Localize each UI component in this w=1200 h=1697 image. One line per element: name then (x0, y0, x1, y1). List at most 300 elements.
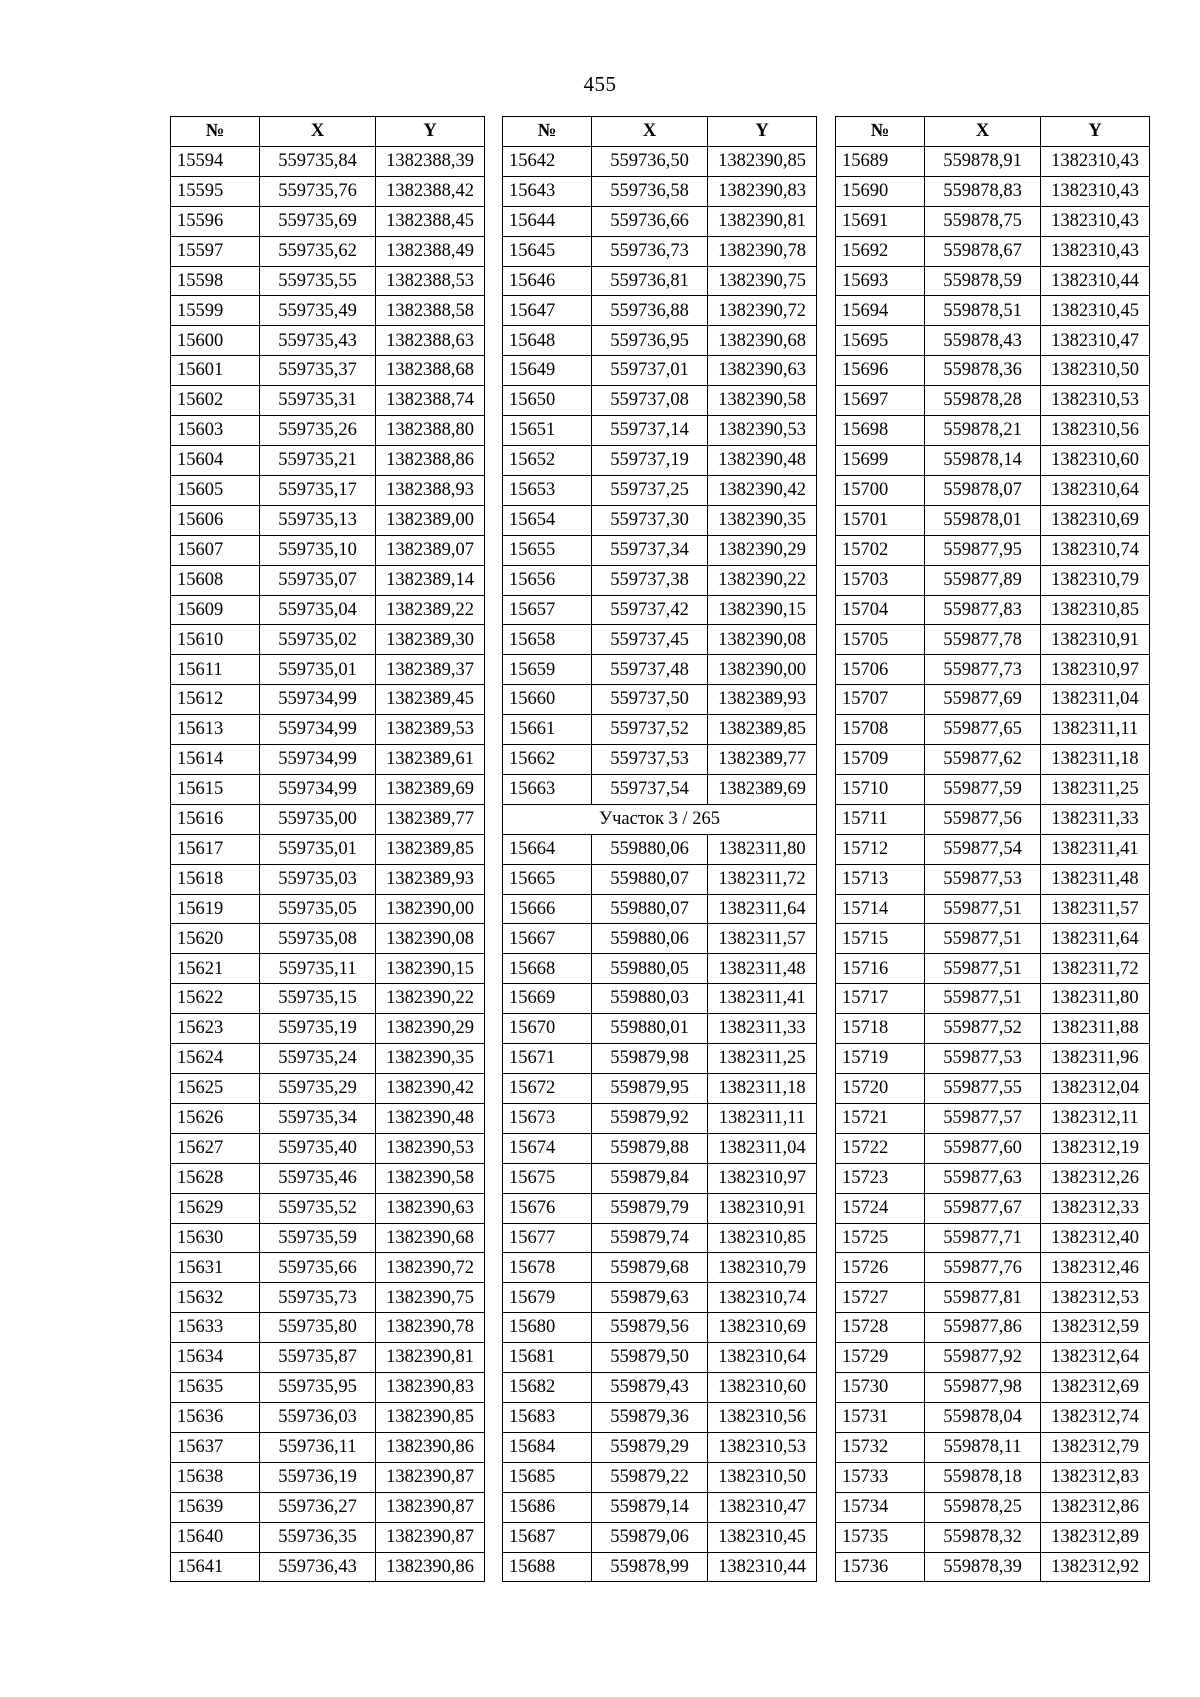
y-coordinate-cell: 1382312,04 (1041, 1074, 1150, 1104)
point-number-cell: 15661 (503, 715, 592, 745)
point-number-cell: 15615 (171, 774, 260, 804)
table-row (836, 1313, 1150, 1343)
point-number-cell: 15641 (171, 1552, 260, 1582)
y-coordinate-cell: 1382312,19 (1041, 1133, 1150, 1163)
point-number-cell: 15669 (503, 984, 592, 1014)
point-number-cell: 15685 (503, 1462, 592, 1492)
y-coordinate-cell: 1382310,97 (1041, 655, 1150, 685)
x-coordinate-cell: 559877,53 (925, 1044, 1041, 1074)
table-row (503, 206, 817, 236)
y-coordinate-cell: 1382311,72 (708, 864, 817, 894)
table-row (171, 356, 485, 386)
table-row (171, 1074, 485, 1104)
point-number-cell: 15646 (503, 266, 592, 296)
y-coordinate-cell: 1382390,35 (376, 1044, 485, 1074)
table-row (836, 745, 1150, 775)
x-coordinate-cell: 559735,49 (260, 296, 376, 326)
x-coordinate-cell: 559878,83 (925, 176, 1041, 206)
point-number-cell: 15634 (171, 1343, 260, 1373)
x-coordinate-cell: 559735,84 (260, 146, 376, 176)
y-coordinate-cell: 1382389,22 (376, 595, 485, 625)
y-coordinate-cell: 1382310,44 (708, 1552, 817, 1582)
table-row (836, 326, 1150, 356)
point-number-cell: 15648 (503, 326, 592, 356)
x-coordinate-cell: 559877,98 (925, 1373, 1041, 1403)
y-coordinate-cell: 1382389,37 (376, 655, 485, 685)
x-coordinate-cell: 559878,99 (592, 1552, 708, 1582)
point-number-cell: 15608 (171, 565, 260, 595)
y-coordinate-cell: 1382390,08 (376, 924, 485, 954)
point-number-cell: 15594 (171, 146, 260, 176)
y-coordinate-cell: 1382389,07 (376, 535, 485, 565)
point-number-cell: 15632 (171, 1283, 260, 1313)
point-number-cell: 15679 (503, 1283, 592, 1313)
y-coordinate-cell: 1382310,69 (708, 1313, 817, 1343)
y-coordinate-cell: 1382389,14 (376, 565, 485, 595)
table-row (836, 834, 1150, 864)
x-coordinate-cell: 559877,73 (925, 655, 1041, 685)
table-row (836, 595, 1150, 625)
table-row (171, 1402, 485, 1432)
point-number-cell: 15631 (171, 1253, 260, 1283)
x-coordinate-cell: 559880,07 (592, 864, 708, 894)
y-coordinate-cell: 1382390,68 (708, 326, 817, 356)
x-coordinate-cell: 559736,88 (592, 296, 708, 326)
y-coordinate-cell: 1382310,74 (708, 1283, 817, 1313)
table-row (171, 1283, 485, 1313)
table-row (836, 984, 1150, 1014)
x-coordinate-cell: 559735,26 (260, 416, 376, 446)
y-coordinate-cell: 1382310,45 (1041, 296, 1150, 326)
table-row (836, 655, 1150, 685)
x-coordinate-cell: 559736,27 (260, 1492, 376, 1522)
point-number-cell: 15667 (503, 924, 592, 954)
table-row (503, 625, 817, 655)
y-coordinate-cell: 1382311,11 (1041, 715, 1150, 745)
y-coordinate-cell: 1382390,86 (376, 1552, 485, 1582)
y-coordinate-cell: 1382389,69 (376, 774, 485, 804)
table-row (171, 1044, 485, 1074)
point-number-cell: 15629 (171, 1193, 260, 1223)
x-coordinate-cell: 559734,99 (260, 774, 376, 804)
x-coordinate-cell: 559877,67 (925, 1193, 1041, 1223)
point-number-cell: 15705 (836, 625, 925, 655)
table-row (503, 1313, 817, 1343)
point-number-cell: 15711 (836, 804, 925, 834)
table-row (503, 954, 817, 984)
point-number-cell: 15595 (171, 176, 260, 206)
x-coordinate-cell: 559877,51 (925, 924, 1041, 954)
point-number-cell: 15605 (171, 475, 260, 505)
y-coordinate-cell: 1382390,22 (376, 984, 485, 1014)
point-number-cell: 15704 (836, 595, 925, 625)
x-coordinate-cell: 559877,95 (925, 535, 1041, 565)
x-coordinate-cell: 559737,54 (592, 774, 708, 804)
y-coordinate-cell: 1382390,15 (376, 954, 485, 984)
table-row (171, 266, 485, 296)
table-row (171, 1133, 485, 1163)
x-coordinate-cell: 559880,03 (592, 984, 708, 1014)
table-row (836, 535, 1150, 565)
x-coordinate-cell: 559737,34 (592, 535, 708, 565)
x-coordinate-cell: 559735,10 (260, 535, 376, 565)
y-coordinate-cell: 1382388,80 (376, 416, 485, 446)
x-coordinate-cell: 559736,95 (592, 326, 708, 356)
table-row (171, 1103, 485, 1133)
point-number-cell: 15731 (836, 1402, 925, 1432)
x-coordinate-cell: 559735,03 (260, 864, 376, 894)
point-number-cell: 15710 (836, 774, 925, 804)
x-coordinate-cell: 559737,50 (592, 685, 708, 715)
y-coordinate-cell: 1382311,48 (708, 954, 817, 984)
point-number-cell: 15656 (503, 565, 592, 595)
point-number-cell: 15654 (503, 505, 592, 535)
y-coordinate-cell: 1382390,58 (376, 1163, 485, 1193)
y-coordinate-cell: 1382390,87 (376, 1462, 485, 1492)
x-coordinate-cell: 559877,76 (925, 1253, 1041, 1283)
table-row (171, 655, 485, 685)
point-number-cell: 15609 (171, 595, 260, 625)
y-coordinate-cell: 1382312,11 (1041, 1103, 1150, 1133)
x-coordinate-cell: 559877,52 (925, 1014, 1041, 1044)
point-number-cell: 15697 (836, 386, 925, 416)
page-number: 455 (583, 72, 617, 96)
y-coordinate-cell: 1382310,74 (1041, 535, 1150, 565)
table-row (503, 864, 817, 894)
y-coordinate-cell: 1382390,42 (708, 475, 817, 505)
x-coordinate-cell: 559735,31 (260, 386, 376, 416)
header-x: X (260, 117, 376, 147)
x-coordinate-cell: 559878,04 (925, 1402, 1041, 1432)
table-row (503, 356, 817, 386)
point-number-cell: 15659 (503, 655, 592, 685)
point-number-cell: 15618 (171, 864, 260, 894)
x-coordinate-cell: 559737,53 (592, 745, 708, 775)
table-row (836, 1014, 1150, 1044)
point-number-cell: 15626 (171, 1103, 260, 1133)
x-coordinate-cell: 559877,53 (925, 864, 1041, 894)
y-coordinate-cell: 1382311,88 (1041, 1014, 1150, 1044)
table-row (171, 1193, 485, 1223)
point-number-cell: 15606 (171, 505, 260, 535)
table-row (503, 834, 817, 864)
x-coordinate-cell: 559878,39 (925, 1552, 1041, 1582)
x-coordinate-cell: 559878,14 (925, 445, 1041, 475)
point-number-cell: 15670 (503, 1014, 592, 1044)
table-row (171, 296, 485, 326)
point-number-cell: 15645 (503, 236, 592, 266)
y-coordinate-cell: 1382311,48 (1041, 864, 1150, 894)
point-number-cell: 15620 (171, 924, 260, 954)
table-row (171, 445, 485, 475)
point-number-cell: 15613 (171, 715, 260, 745)
x-coordinate-cell: 559734,99 (260, 745, 376, 775)
y-coordinate-cell: 1382389,85 (708, 715, 817, 745)
point-number-cell: 15643 (503, 176, 592, 206)
y-coordinate-cell: 1382312,33 (1041, 1193, 1150, 1223)
table-row (836, 1103, 1150, 1133)
point-number-cell: 15706 (836, 655, 925, 685)
y-coordinate-cell: 1382312,40 (1041, 1223, 1150, 1253)
point-number-cell: 15728 (836, 1313, 925, 1343)
table-row (836, 386, 1150, 416)
table-row (836, 266, 1150, 296)
x-coordinate-cell: 559736,43 (260, 1552, 376, 1582)
y-coordinate-cell: 1382390,72 (376, 1253, 485, 1283)
y-coordinate-cell: 1382390,48 (708, 445, 817, 475)
table-row (171, 1373, 485, 1403)
point-number-cell: 15722 (836, 1133, 925, 1163)
point-number-cell: 15692 (836, 236, 925, 266)
x-coordinate-cell: 559877,81 (925, 1283, 1041, 1313)
x-coordinate-cell: 559735,43 (260, 326, 376, 356)
point-number-cell: 15601 (171, 356, 260, 386)
x-coordinate-cell: 559880,01 (592, 1014, 708, 1044)
x-coordinate-cell: 559735,37 (260, 356, 376, 386)
point-number-cell: 15723 (836, 1163, 925, 1193)
y-coordinate-cell: 1382310,64 (708, 1343, 817, 1373)
header-row (503, 117, 817, 147)
table-row (836, 864, 1150, 894)
x-coordinate-cell: 559735,05 (260, 894, 376, 924)
point-number-cell: 15688 (503, 1552, 592, 1582)
point-number-cell: 15703 (836, 565, 925, 595)
point-number-cell: 15683 (503, 1402, 592, 1432)
x-coordinate-cell: 559877,63 (925, 1163, 1041, 1193)
y-coordinate-cell: 1382311,33 (708, 1014, 817, 1044)
x-coordinate-cell: 559737,08 (592, 386, 708, 416)
table-row (836, 685, 1150, 715)
y-coordinate-cell: 1382310,53 (1041, 386, 1150, 416)
y-coordinate-cell: 1382390,53 (708, 416, 817, 446)
table-row (836, 176, 1150, 206)
point-number-cell: 15708 (836, 715, 925, 745)
x-coordinate-cell: 559735,62 (260, 236, 376, 266)
table-row (503, 1373, 817, 1403)
x-coordinate-cell: 559735,55 (260, 266, 376, 296)
x-coordinate-cell: 559735,04 (260, 595, 376, 625)
table-row (503, 296, 817, 326)
x-coordinate-cell: 559735,69 (260, 206, 376, 236)
table-row (171, 804, 485, 834)
point-number-cell: 15691 (836, 206, 925, 236)
x-coordinate-cell: 559879,29 (592, 1432, 708, 1462)
x-coordinate-cell: 559735,29 (260, 1074, 376, 1104)
point-number-cell: 15675 (503, 1163, 592, 1193)
x-coordinate-cell: 559737,42 (592, 595, 708, 625)
y-coordinate-cell: 1382310,56 (708, 1402, 817, 1432)
point-number-cell: 15735 (836, 1522, 925, 1552)
header-y: Y (708, 117, 817, 147)
y-coordinate-cell: 1382390,63 (708, 356, 817, 386)
point-number-cell: 15597 (171, 236, 260, 266)
x-coordinate-cell: 559737,14 (592, 416, 708, 446)
point-number-cell: 15658 (503, 625, 592, 655)
x-coordinate-cell: 559879,22 (592, 1462, 708, 1492)
point-number-cell: 15730 (836, 1373, 925, 1403)
x-coordinate-cell: 559735,15 (260, 984, 376, 1014)
point-number-cell: 15727 (836, 1283, 925, 1313)
table-row (171, 685, 485, 715)
y-coordinate-cell: 1382312,46 (1041, 1253, 1150, 1283)
point-number-cell: 15716 (836, 954, 925, 984)
point-number-cell: 15686 (503, 1492, 592, 1522)
point-number-cell: 15674 (503, 1133, 592, 1163)
x-coordinate-cell: 559735,19 (260, 1014, 376, 1044)
coordinates-table-2 (502, 116, 817, 1582)
x-coordinate-cell: 559735,00 (260, 804, 376, 834)
point-number-cell: 15647 (503, 296, 592, 326)
y-coordinate-cell: 1382390,85 (376, 1402, 485, 1432)
y-coordinate-cell: 1382312,89 (1041, 1522, 1150, 1552)
x-coordinate-cell: 559879,06 (592, 1522, 708, 1552)
x-coordinate-cell: 559879,50 (592, 1343, 708, 1373)
x-coordinate-cell: 559735,08 (260, 924, 376, 954)
table-row (503, 1014, 817, 1044)
x-coordinate-cell: 559877,83 (925, 595, 1041, 625)
header-row (171, 117, 485, 147)
table-row (503, 565, 817, 595)
table-row (503, 984, 817, 1014)
y-coordinate-cell: 1382312,83 (1041, 1462, 1150, 1492)
x-coordinate-cell: 559735,07 (260, 565, 376, 595)
point-number-cell: 15673 (503, 1103, 592, 1133)
table-row (503, 416, 817, 446)
y-coordinate-cell: 1382390,83 (708, 176, 817, 206)
table-row (836, 1283, 1150, 1313)
y-coordinate-cell: 1382311,41 (1041, 834, 1150, 864)
y-coordinate-cell: 1382311,80 (1041, 984, 1150, 1014)
table-row (836, 565, 1150, 595)
x-coordinate-cell: 559877,69 (925, 685, 1041, 715)
point-number-cell: 15611 (171, 655, 260, 685)
x-coordinate-cell: 559877,89 (925, 565, 1041, 595)
table-row (503, 1522, 817, 1552)
y-coordinate-cell: 1382312,74 (1041, 1402, 1150, 1432)
table-row (503, 146, 817, 176)
x-coordinate-cell: 559877,65 (925, 715, 1041, 745)
table-row (836, 1373, 1150, 1403)
point-number-cell: 15713 (836, 864, 925, 894)
point-number-cell: 15650 (503, 386, 592, 416)
y-coordinate-cell: 1382312,26 (1041, 1163, 1150, 1193)
x-coordinate-cell: 559877,78 (925, 625, 1041, 655)
y-coordinate-cell: 1382311,25 (1041, 774, 1150, 804)
x-coordinate-cell: 559737,52 (592, 715, 708, 745)
table-row (503, 1492, 817, 1522)
table-row (836, 416, 1150, 446)
x-coordinate-cell: 559736,35 (260, 1522, 376, 1552)
y-coordinate-cell: 1382310,53 (708, 1432, 817, 1462)
x-coordinate-cell: 559877,56 (925, 804, 1041, 834)
x-coordinate-cell: 559735,01 (260, 834, 376, 864)
x-coordinate-cell: 559735,80 (260, 1313, 376, 1343)
point-number-cell: 15663 (503, 774, 592, 804)
point-number-cell: 15640 (171, 1522, 260, 1552)
table-row (171, 1522, 485, 1552)
x-coordinate-cell: 559878,32 (925, 1522, 1041, 1552)
x-coordinate-cell: 559735,24 (260, 1044, 376, 1074)
x-coordinate-cell: 559877,51 (925, 954, 1041, 984)
table-row (503, 1283, 817, 1313)
y-coordinate-cell: 1382390,78 (708, 236, 817, 266)
x-coordinate-cell: 559879,98 (592, 1044, 708, 1074)
point-number-cell: 15596 (171, 206, 260, 236)
y-coordinate-cell: 1382390,42 (376, 1074, 485, 1104)
table-row (503, 685, 817, 715)
point-number-cell: 15623 (171, 1014, 260, 1044)
point-number-cell: 15707 (836, 685, 925, 715)
x-coordinate-cell: 559735,01 (260, 655, 376, 685)
x-coordinate-cell: 559735,52 (260, 1193, 376, 1223)
x-coordinate-cell: 559879,92 (592, 1103, 708, 1133)
y-coordinate-cell: 1382390,87 (376, 1522, 485, 1552)
x-coordinate-cell: 559736,58 (592, 176, 708, 206)
x-coordinate-cell: 559878,51 (925, 296, 1041, 326)
point-number-cell: 15642 (503, 146, 592, 176)
table-row (171, 1552, 485, 1582)
point-number-cell: 15693 (836, 266, 925, 296)
table-row (171, 595, 485, 625)
header-no: № (503, 117, 592, 147)
x-coordinate-cell: 559736,03 (260, 1402, 376, 1432)
point-number-cell: 15655 (503, 535, 592, 565)
y-coordinate-cell: 1382388,39 (376, 146, 485, 176)
point-number-cell: 15732 (836, 1432, 925, 1462)
coordinates-table-1 (170, 116, 485, 1582)
x-coordinate-cell: 559878,91 (925, 146, 1041, 176)
table-row (503, 1193, 817, 1223)
x-coordinate-cell: 559878,75 (925, 206, 1041, 236)
x-coordinate-cell: 559737,48 (592, 655, 708, 685)
table-row (836, 1343, 1150, 1373)
y-coordinate-cell: 1382390,29 (708, 535, 817, 565)
point-number-cell: 15725 (836, 1223, 925, 1253)
point-number-cell: 15600 (171, 326, 260, 356)
y-coordinate-cell: 1382389,61 (376, 745, 485, 775)
table-row (836, 146, 1150, 176)
x-coordinate-cell: 559878,07 (925, 475, 1041, 505)
point-number-cell: 15633 (171, 1313, 260, 1343)
table-row (503, 266, 817, 296)
x-coordinate-cell: 559877,59 (925, 774, 1041, 804)
table-row (836, 206, 1150, 236)
y-coordinate-cell: 1382389,45 (376, 685, 485, 715)
table-row (503, 894, 817, 924)
point-number-cell: 15680 (503, 1313, 592, 1343)
table-row (503, 236, 817, 266)
y-coordinate-cell: 1382389,85 (376, 834, 485, 864)
x-coordinate-cell: 559880,07 (592, 894, 708, 924)
point-number-cell: 15695 (836, 326, 925, 356)
y-coordinate-cell: 1382390,00 (376, 894, 485, 924)
y-coordinate-cell: 1382311,25 (708, 1044, 817, 1074)
x-coordinate-cell: 559735,40 (260, 1133, 376, 1163)
table-row (836, 1044, 1150, 1074)
table-row (836, 1492, 1150, 1522)
x-coordinate-cell: 559877,71 (925, 1223, 1041, 1253)
x-coordinate-cell: 559735,59 (260, 1223, 376, 1253)
point-number-cell: 15598 (171, 266, 260, 296)
point-number-cell: 15724 (836, 1193, 925, 1223)
x-coordinate-cell: 559877,55 (925, 1074, 1041, 1104)
point-number-cell: 15682 (503, 1373, 592, 1403)
header-y: Y (376, 117, 485, 147)
x-coordinate-cell: 559735,13 (260, 505, 376, 535)
y-coordinate-cell: 1382310,85 (1041, 595, 1150, 625)
table-row (171, 1163, 485, 1193)
x-coordinate-cell: 559735,95 (260, 1373, 376, 1403)
